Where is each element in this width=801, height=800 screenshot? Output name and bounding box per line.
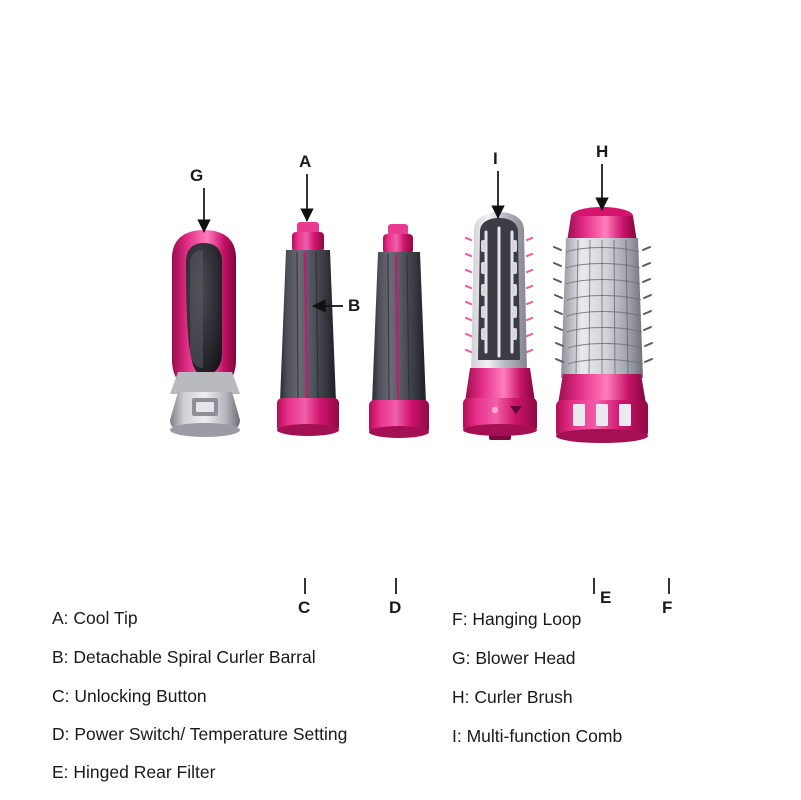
legend-item-b: B: Detachable Spiral Curler Barral bbox=[52, 647, 316, 667]
callout-label-H: H bbox=[596, 142, 609, 161]
part-spiral-curler-barrel-1 bbox=[277, 222, 339, 436]
callout-label-D: D bbox=[389, 598, 402, 617]
legend-item-e: E: Hinged Rear Filter bbox=[52, 762, 216, 782]
legend-item-i: I: Multi-function Comb bbox=[452, 726, 623, 746]
legend-item-h: H: Curler Brush bbox=[452, 687, 573, 707]
part-multi-function-comb bbox=[463, 212, 537, 440]
callout-label-A: A bbox=[299, 152, 312, 171]
callout-label-G: G bbox=[190, 166, 204, 185]
legend-item-g: G: Blower Head bbox=[452, 648, 576, 668]
callout-label-E: E bbox=[600, 588, 612, 607]
callout-label-C: C bbox=[298, 598, 311, 617]
callout-label-F: F bbox=[662, 598, 673, 617]
legend-item-d: D: Power Switch/ Temperature Setting bbox=[52, 724, 348, 744]
part-curler-brush bbox=[554, 207, 652, 443]
legend-item-c: C: Unlocking Button bbox=[52, 686, 207, 706]
callout-label-I: I bbox=[493, 149, 498, 168]
legend-item-a: A: Cool Tip bbox=[52, 608, 138, 628]
part-blower-head bbox=[170, 230, 240, 437]
legend-item-f: F: Hanging Loop bbox=[452, 609, 582, 629]
callout-label-B: B bbox=[348, 296, 361, 315]
part-spiral-curler-barrel-2 bbox=[369, 224, 429, 438]
